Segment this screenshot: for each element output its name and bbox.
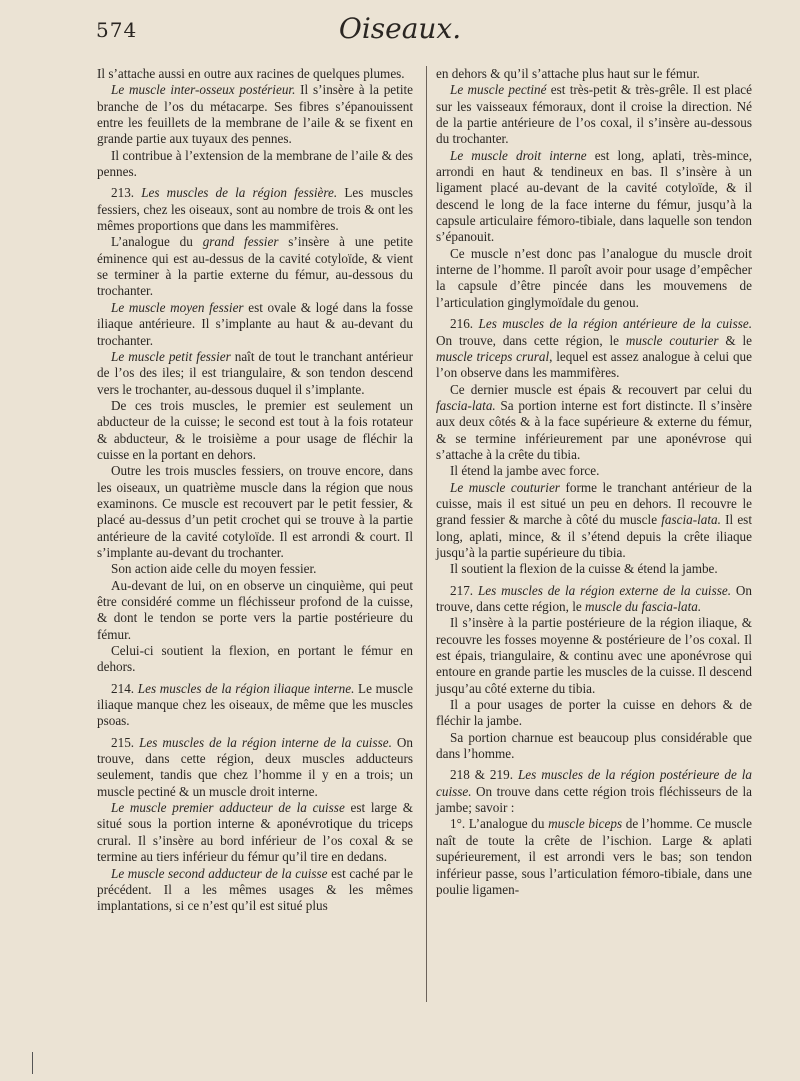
paragraph: Son action aide celle du moyen fessier. (111, 561, 317, 577)
paragraph: Le muscle droit interne est long, aplati, très-mince, arrondi en haut & tendineux en bas. Il s’insère à un ligament placé au-devant de la cavité cotyloïde, & il descend le long de la face interne du fémur, jusqu’à la capsule articulaire fémoro-tibiale, dans laquelle son tendon s’épanouit. (436, 147, 752, 245)
page-number: 574 (96, 18, 138, 42)
paragraph: Au-devant de lui, on en observe un cinquième, qui peut être considéré comme un fléchisseur profond de la cuisse, & dont le tendon se porte vers la partie postérieure du fémur. (97, 577, 413, 642)
paragraph: 1°. L’analogue du muscle biceps de l’homme. Ce muscle naît de toute la crête de l’ischion. Large & aplati supérieurement, il est arrondi vers le bas; son tendon inférieur passe, sous l’articulation fémoro-tibiale, dans une poulie ligamen- (436, 816, 753, 897)
column-divider (426, 66, 427, 1002)
paragraph: Le muscle moyen fessier est ovale & logé dans la fosse iliaque antérieure. Il s’implante au haut & au-devant du trochanter. (97, 299, 414, 348)
paragraph: Il s’attache aussi en outre aux racines de quelques plumes. (97, 66, 405, 81)
right-column (436, 66, 752, 898)
text-columns (97, 66, 765, 1066)
paragraph: Ce muscle n’est donc pas l’analogue du muscle droit interne de l’homme. Il paroît avoir pour usage d’empêcher la capsule d’être pincée dans les mouvemens de l’articulation ginglymoïdale du genou. (436, 245, 752, 310)
paragraph: Il contribue à l’extension de la membrane de l’aile & des pennes. (97, 147, 413, 180)
left-column (97, 66, 413, 915)
paragraph: Le muscle petit fessier naît de tout le tranchant antérieur de l’os des iles; il est triangulaire, & son tendon descend vers le trochanter, au-dessous duquel il s’implante. (97, 348, 413, 397)
paragraph: Il s’insère à la partie postérieure de la région iliaque, & recouvre les fosses moyenne & postérieure de l’os coxal. Il est épais, triangulaire, & continu avec une aponévrose qui entoure en grande partie les muscles de la cuisse. Il descend jusqu’au côté externe du tibia. (436, 615, 753, 696)
paragraph: 217. Les muscles de la région externe de la cuisse. On trouve, dans cette région, le muscle du fascia-lata. (436, 582, 752, 614)
paragraph: Le muscle premier adducteur de la cuisse est large & situé sous la portion interne & aponévrotique du triceps crural. Il s’insère au bord inférieur de l’os coxal & se termine au tiers inférieur du fémur qu’il tire en dedans. (97, 800, 413, 865)
paragraph: 216. Les muscles de la région antérieure de la cuisse. On trouve, dans cette région, le muscle couturier & le muscle triceps crural, lequel est assez analogue à celui que l’on observe dans les mammifères. (436, 316, 753, 381)
paragraph: L’analogue du grand fessier s’insère à une petite éminence qui est au-dessus de la cavité cotyloïde, & vient se terminer à la partie externe du fémur, au-dessous du trochanter. (97, 234, 413, 299)
paragraph: Le muscle pectiné est très-petit & très-grêle. Il est placé sur les vaisseaux fémoraux, dont il croise la direction. Né de la partie antérieure de l’os coxal, il s’insère au-dessous du trochanter. (436, 82, 752, 147)
paragraph: Sa portion charnue est beaucoup plus considérable que dans l’homme. (436, 729, 752, 762)
paragraph: Il a pour usages de porter la cuisse en dehors & de fléchir la jambe. (436, 697, 752, 729)
paragraph: De ces trois muscles, le premier est seulement un abducteur de la cuisse; le second est tout à la fois rotateur & abducteur, & le troisième a pour usage de fléchir la cuisse en la portant en dehors. (97, 397, 413, 462)
paragraph: Celui-ci soutient la flexion, en portant le fémur en dehors. (97, 643, 413, 675)
running-title: Oiseaux. (338, 12, 462, 45)
paragraph: en dehors & qu’il s’attache plus haut sur le fémur. (436, 66, 700, 81)
paragraph: Le muscle couturier forme le tranchant antérieur de la cuisse, mais il est situé un peu en dehors. Il recouvre le grand fessier & marche à côté du muscle fascia-lata. Il est long, aplati, mince, & il s’étend depuis la crête iliaque jusqu’à la partie supérieure du tibia. (436, 479, 753, 560)
page-header (0, 12, 800, 52)
paragraph: Ce dernier muscle est épais & recouvert par celui du fascia-lata. Sa portion interne est fort distincte. Il s’insère aux deux côtés & à la face supérieure & externe du fémur, & se termine inférieurement par une aponévrose qui s’attache à la crête du tibia. (436, 381, 752, 462)
paragraph: Il étend la jambe avec force. (450, 463, 600, 479)
paragraph: Le muscle second adducteur de la cuisse est caché par le précédent. Il a les mêmes usages & les mêmes implantations, si ce n’est qu’il est situé plus (97, 865, 413, 914)
paragraph: Il soutient la flexion de la cuisse & étend la jambe. (450, 561, 718, 577)
paragraph: 214. Les muscles de la région iliaque interne. Le muscle iliaque manque chez les oiseaux, de même que les muscles psoas. (97, 680, 414, 729)
paragraph: Le muscle inter-osseux postérieur. Il s’insère à la petite branche de l’os du métacarpe. Ses fibres s’épanouissent entre les feuillets de la membrane de l’aile & se fixent en grande partie aux tuyaux des pennes. (97, 82, 414, 147)
paragraph: 215. Les muscles de la région interne de la cuisse. On trouve, dans cette région, deux muscles adducteurs seulement, tandis que chez l’homme il y en a trois; un muscle pectiné & un muscle droit interne. (97, 734, 413, 799)
paragraph: 213. Les muscles de la région fessière. Les muscles fessiers, chez les oiseaux, sont au nombre de trois & ont les mêmes proportions que dans les mammifères. (97, 185, 413, 234)
margin-mark (32, 1052, 33, 1074)
paragraph: Outre les trois muscles fessiers, on trouve encore, dans les oiseaux, un quatrième muscle dans la région que nous examinons. Ce muscle est recouvert par le petit fessier, & placé au-dessus d’un petit crochet qui se trouve à la partie antérieure de la cavité cotyloïde. Il est arrondi & court. Il s’implante au-devant du trochanter. (97, 463, 413, 560)
paragraph: 218 & 219. Les muscles de la région postérieure de la cuisse. On trouve dans cette région trois fléchisseurs de la jambe; savoir : (436, 767, 752, 816)
